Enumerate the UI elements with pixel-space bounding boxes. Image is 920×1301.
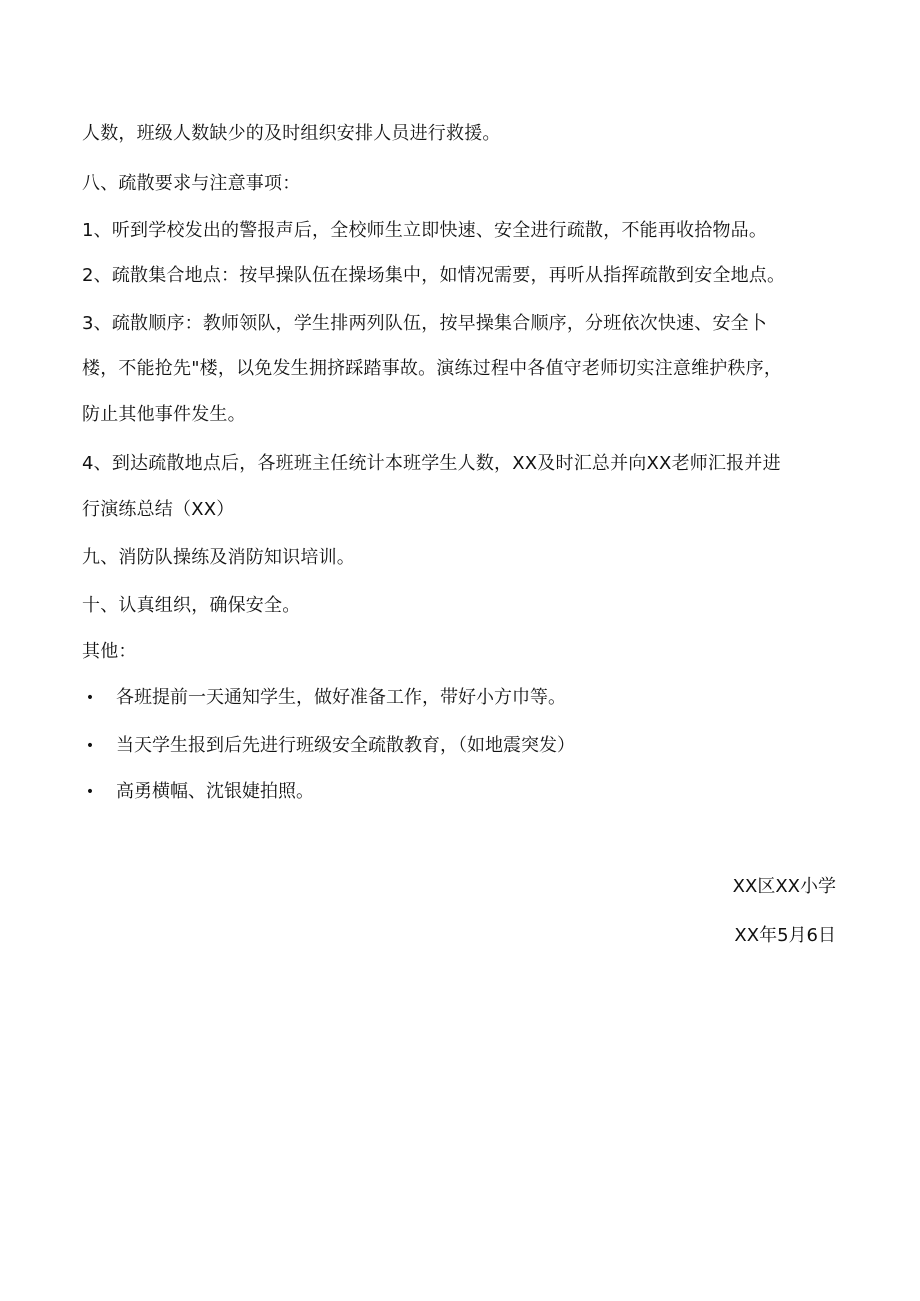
signature-org: XX区XX小学	[732, 876, 836, 897]
text-line: 行演练总结（XX）	[82, 499, 235, 520]
text-line: 楼，不能抢先"楼，以免发生拥挤踩踏事故。演练过程中各值守老师切实注意维护秩序，	[82, 358, 783, 379]
text-line: 人数，班级人数缺少的及时组织安排人员进行救援。	[82, 123, 501, 144]
text-line: 防止其他事件发生。	[82, 404, 246, 425]
section-heading-8: 八、疏散要求与注意事项：	[82, 173, 301, 194]
list-item-text: 高勇横幅、沈银婕拍照。	[116, 781, 314, 802]
list-item-text: 各班提前一天通知学生，做好准备工作，带好小方巾等。	[116, 687, 566, 708]
text-line: 1、听到学校发出的警报声后，全校师生立即快速、安全进行疏散，不能再收拾物品。	[82, 220, 768, 241]
section-heading-10: 十、认真组织，确保安全。	[82, 595, 301, 616]
section-heading-9: 九、消防队操练及消防知识培训。	[82, 547, 355, 568]
other-heading: 其他：	[82, 641, 137, 662]
bullet-icon: •	[85, 784, 95, 800]
bullet-icon: •	[85, 738, 95, 754]
text-line: 2、疏散集合地点：按早操队伍在操场集中，如情况需要，再听从指挥疏散到安全地点。	[82, 265, 786, 286]
text-line: 3、疏散顺序：教师领队，学生排两列队伍，按早操集合顺序，分班依次快速、安全卜	[82, 313, 768, 334]
signature-date: XX年5月6日	[734, 925, 836, 946]
list-item-text: 当天学生报到后先进行班级安全疏散教育，（如地震突发）	[116, 735, 575, 756]
text-line: 4、到达疏散地点后，各班班主任统计本班学生人数，XX及时汇总并向XX老师汇报并进	[82, 453, 781, 474]
bullet-icon: •	[85, 690, 95, 706]
